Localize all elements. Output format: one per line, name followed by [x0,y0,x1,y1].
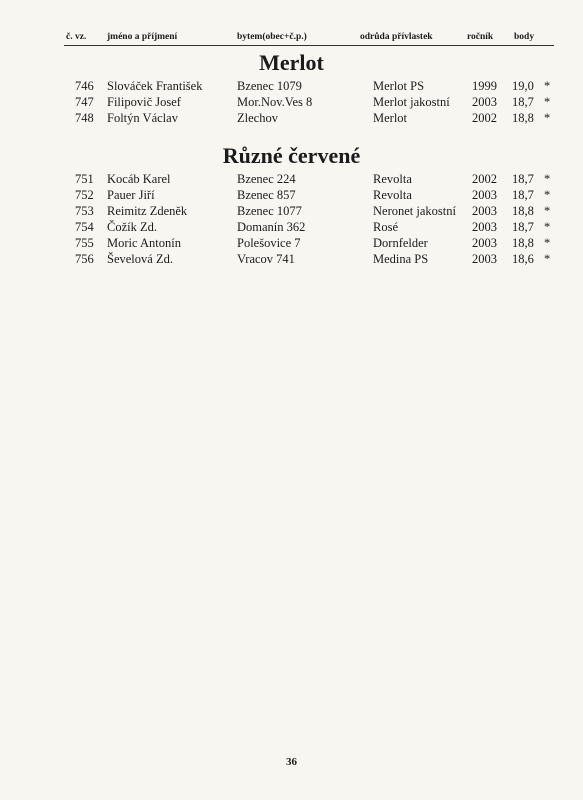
row-year: 2003 [472,204,497,218]
row-address: Bzenec 1079 [237,79,302,93]
row-year: 2003 [472,95,497,109]
row-variety: Merlot [373,111,408,125]
table-row [0,236,583,252]
row-name: Čožík Zd. [107,220,157,234]
row-name: Pauer Jiří [107,188,155,202]
header-col-year: ročník [467,32,494,42]
row-year: 2002 [472,172,497,186]
row-mark: * [544,252,551,266]
row-mark: * [544,204,551,218]
row-points: 18,8 [512,111,534,125]
row-variety: Revolta [373,172,412,186]
row-mark: * [544,111,551,125]
row-year: 2003 [472,188,497,202]
row-address: Zlechov [237,111,278,125]
row-points: 18,7 [512,95,534,109]
row-points: 18,8 [512,204,534,218]
row-name: Slováček František [107,79,203,93]
table-row [0,252,583,268]
row-points: 18,8 [512,236,534,250]
row-number: 746 [75,79,94,93]
row-name: Ševelová Zd. [107,252,173,266]
row-address: Bzenec 1077 [237,204,302,218]
header-col-number: č. vz. [66,32,87,42]
row-address: Bzenec 857 [237,188,296,202]
row-points: 18,7 [512,188,534,202]
row-year: 1999 [472,79,497,93]
row-year: 2003 [472,252,497,266]
row-points: 18,7 [512,172,534,186]
row-name: Moric Antonín [107,236,181,250]
row-name: Filipovič Josef [107,95,181,109]
table-row [0,188,583,204]
row-mark: * [544,95,551,109]
row-number: 756 [75,252,94,266]
row-number: 752 [75,188,94,202]
row-mark: * [544,236,551,250]
row-name: Reimitz Zdeněk [107,204,188,218]
row-name: Foltýn Václav [107,111,178,125]
row-address: Domanín 362 [237,220,306,234]
table-row [0,172,583,188]
table-row [0,79,583,95]
header-col-address: bytem(obec+č.p.) [237,32,307,42]
row-number: 755 [75,236,94,250]
row-variety: Medina PS [373,252,429,266]
table-row [0,220,583,236]
section-title-merlot: Merlot [259,50,324,75]
table-header [0,30,583,46]
row-year: 2002 [472,111,497,125]
row-address: Bzenec 224 [237,172,296,186]
table-row [0,204,583,220]
row-variety: Revolta [373,188,412,202]
row-mark: * [544,220,551,234]
row-variety: Merlot PS [373,79,425,93]
row-year: 2003 [472,236,497,250]
header-divider [64,45,554,46]
page-number: 36 [286,756,297,768]
row-address: Polešovice 7 [237,236,301,250]
section-title-ruzne-cervene: Různé červené [222,143,361,168]
row-variety: Dornfelder [373,236,428,250]
row-mark: * [544,172,551,186]
row-year: 2003 [472,220,497,234]
header-col-points: body [514,32,535,42]
row-variety: Merlot jakostní [373,95,450,109]
row-mark: * [544,79,551,93]
row-number: 748 [75,111,94,125]
row-address: Vracov 741 [237,252,295,266]
row-number: 754 [75,220,94,234]
row-number: 751 [75,172,94,186]
row-name: Kocáb Karel [107,172,171,186]
row-variety: Neronet jakostní [373,204,456,218]
row-mark: * [544,188,551,202]
header-col-name: jméno a příjmení [107,32,178,42]
row-address: Mor.Nov.Ves 8 [237,95,313,109]
row-points: 19,0 [512,79,534,93]
row-number: 753 [75,204,94,218]
row-points: 18,7 [512,220,534,234]
header-col-variety: odrůda přívlastek [360,32,433,42]
table-row [0,95,583,111]
row-number: 747 [75,95,94,109]
table-row [0,111,583,127]
row-variety: Rosé [373,220,398,234]
row-points: 18,6 [512,252,534,266]
